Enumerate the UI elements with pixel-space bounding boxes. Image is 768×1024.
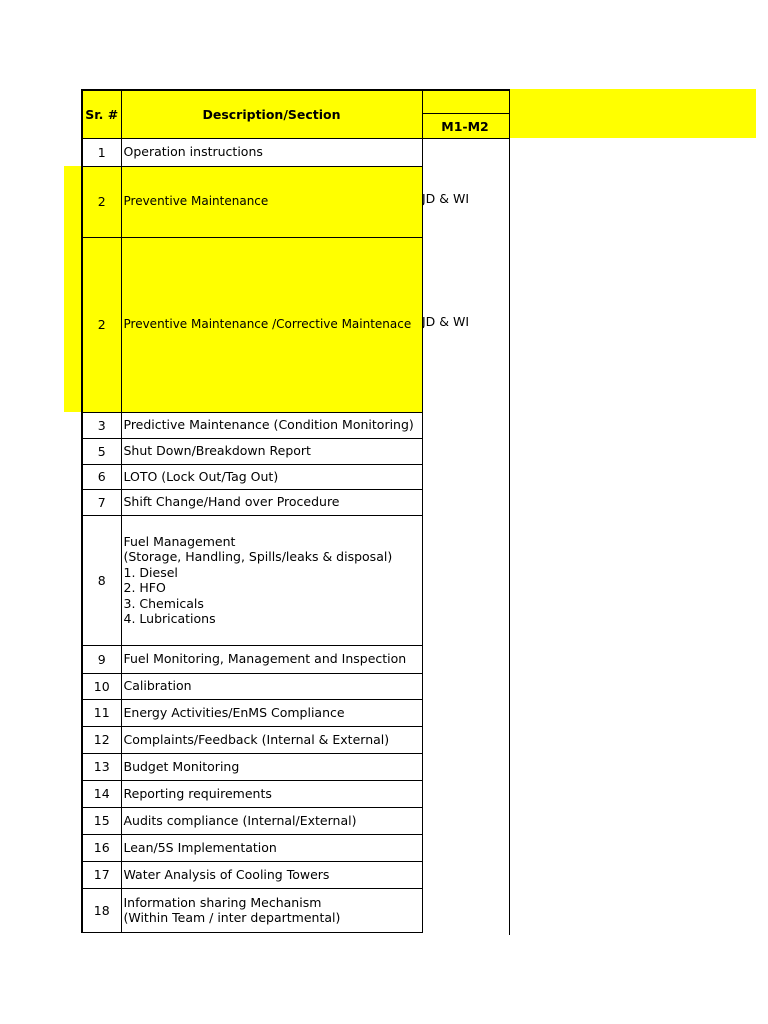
table-row — [82, 807, 422, 834]
description-line: Predictive Maintenance (Condition Monitoring) — [123, 417, 414, 433]
sr-number: 5 — [82, 438, 121, 464]
description-cell — [121, 726, 422, 753]
sr-number: 15 — [82, 807, 121, 834]
sr-column-header: Sr. # — [82, 90, 121, 138]
table-row — [82, 861, 422, 888]
sr-number: 7 — [82, 489, 121, 515]
table-row — [82, 166, 422, 237]
description-cell — [121, 834, 422, 861]
description-cell — [121, 438, 422, 464]
description-cell — [121, 645, 422, 673]
table-row — [82, 699, 422, 726]
description-cell — [121, 753, 422, 780]
description-cell — [121, 237, 422, 412]
table-row — [82, 834, 422, 861]
sr-number: 11 — [82, 699, 121, 726]
row-highlight-left-strip — [64, 166, 82, 412]
m-cell-row-2b: JD & WI — [422, 314, 470, 329]
description-line: Water Analysis of Cooling Towers — [123, 866, 330, 882]
description-line: Fuel Management — [123, 533, 236, 549]
description-cell — [121, 515, 422, 645]
sr-number: 6 — [82, 464, 121, 489]
description-line: Calibration — [123, 678, 192, 694]
m-column-label: M1-M2 — [441, 118, 489, 134]
description-cell — [121, 138, 422, 166]
description-line: Energy Activities/EnMS Compliance — [123, 704, 345, 720]
table-row — [82, 780, 422, 807]
description-line: LOTO (Lock Out/Tag Out) — [123, 468, 279, 484]
table-row — [82, 888, 422, 932]
description-cell — [121, 166, 422, 237]
description-cell — [121, 489, 422, 515]
sr-number: 16 — [82, 834, 121, 861]
description-line: Information sharing Mechanism — [123, 894, 322, 910]
table-row — [82, 673, 422, 699]
sr-number: 13 — [82, 753, 121, 780]
description-line: Shut Down/Breakdown Report — [123, 443, 311, 459]
m-column-header — [421, 113, 510, 139]
sr-number: 17 — [82, 861, 121, 888]
description-cell — [121, 888, 422, 932]
sr-number: 3 — [82, 412, 121, 438]
description-cell — [121, 673, 422, 699]
table-row — [82, 515, 422, 645]
header-highlight-right-strip — [509, 89, 756, 138]
description-line: Preventive Maintenance /Corrective Maintenace — [123, 316, 412, 331]
table-row — [82, 753, 422, 780]
table-row — [82, 645, 422, 673]
sr-number: 2 — [82, 237, 121, 412]
sr-number: 2 — [82, 166, 121, 237]
m-cell-row-2a: JD & WI — [422, 191, 470, 206]
description-line: Preventive Maintenance — [123, 193, 269, 208]
description-cell — [121, 412, 422, 438]
sr-number: 18 — [82, 888, 121, 932]
table-header-row — [82, 90, 422, 138]
table-row — [82, 726, 422, 753]
description-line: Operation instructions — [123, 144, 263, 160]
description-line: Audits compliance (Internal/External) — [123, 812, 357, 828]
description-cell — [121, 780, 422, 807]
sr-number: 8 — [82, 515, 121, 645]
description-line: Lean/5S Implementation — [123, 839, 277, 855]
description-line: Reporting requirements — [123, 785, 272, 801]
description-line: 1. Diesel — [123, 564, 178, 580]
sr-number: 12 — [82, 726, 121, 753]
description-cell — [121, 861, 422, 888]
sr-number: 14 — [82, 780, 121, 807]
table-row — [82, 412, 422, 438]
description-line: 2. HFO — [123, 580, 166, 595]
table-row — [82, 138, 422, 166]
description-column-header: Description/Section — [121, 90, 422, 138]
table-row — [82, 438, 422, 464]
description-line: Budget Monitoring — [123, 758, 240, 774]
sr-number: 10 — [82, 673, 121, 699]
sr-number: 9 — [82, 645, 121, 673]
description-line: Shift Change/Hand over Procedure — [123, 494, 340, 510]
m-column-header-top — [421, 89, 510, 115]
description-line: (Storage, Handling, Spills/leaks & disposal) — [123, 549, 393, 564]
description-cell — [121, 464, 422, 489]
table-row — [82, 464, 422, 489]
description-line: Fuel Monitoring, Management and Inspection — [123, 651, 407, 667]
description-cell — [121, 807, 422, 834]
table-row — [82, 237, 422, 412]
description-line: (Within Team / inter departmental) — [123, 910, 341, 925]
m-column-body — [421, 138, 510, 935]
sr-number: 1 — [82, 138, 121, 166]
sections-table — [81, 89, 423, 933]
description-cell — [121, 699, 422, 726]
table-row — [82, 489, 422, 515]
description-line: Complaints/Feedback (Internal & External) — [123, 731, 390, 747]
description-line: 3. Chemicals — [123, 595, 204, 611]
description-line: 4. Lubrications — [123, 611, 216, 626]
